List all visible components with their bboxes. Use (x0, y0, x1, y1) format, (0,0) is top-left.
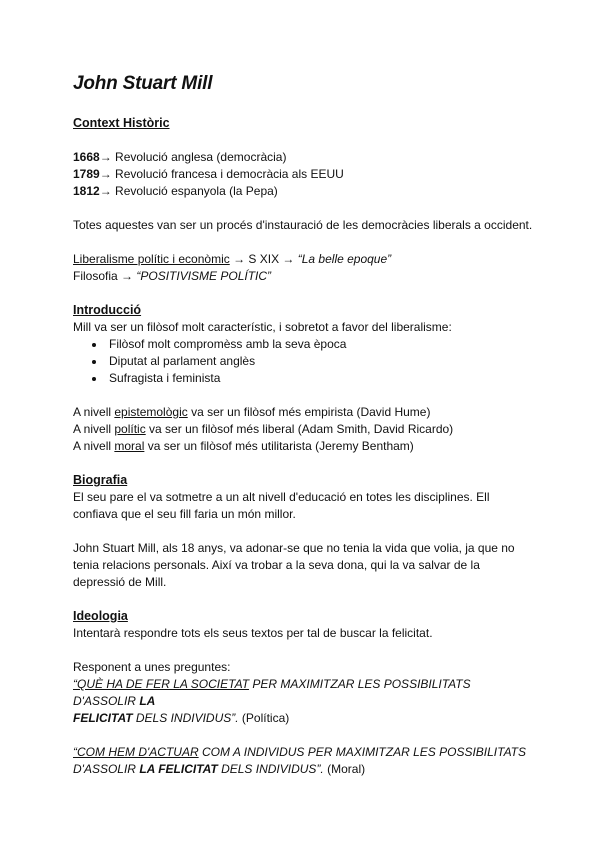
event-line: 1789→ Revolució francesa i democràcia als EEUU (73, 167, 344, 181)
section-heading-context: Context Històric (73, 116, 170, 130)
biography-line: depressió de Mill. (73, 575, 167, 589)
event-line: 1668→ Revolució anglesa (democràcia) (73, 150, 287, 164)
biography-line: tenia relacions personals. Així va trobar a la seva dona, qui la va salvar de la (73, 558, 480, 572)
biography-line: John Stuart Mill, als 18 anys, va adonar-se que no tenia la vida que volia, ja que no (73, 541, 515, 555)
section-heading-intro: Introducció (73, 303, 142, 317)
ideology-lead: Intentarà respondre tots els seus textos per tal de buscar la felicitat. (73, 626, 433, 640)
question-individual-cont: D'ASSOLIR LA FELICITAT DELS INDIVIDUS”. (Moral) (73, 762, 366, 776)
level-line: A nivell moral va ser un filòsof més utilitarista (Jeremy Bentham) (73, 439, 414, 453)
section-heading-ideology: Ideologia (73, 609, 128, 623)
page-title: John Stuart Mill (73, 73, 213, 94)
list-item: Filòsof molt compromèss amb la seva època (109, 336, 533, 353)
liberalism-label: Liberalisme polític i econòmic (73, 252, 230, 266)
list-item: Sufragista i feminista (109, 370, 533, 387)
liberalism-line: Liberalisme polític i econòmic → S XIX → “La belle epoque” (73, 252, 392, 266)
belle-epoque-quote: “La belle epoque” (297, 252, 392, 266)
event-line: 1812→ Revolució espanyola (la Pepa) (73, 184, 278, 198)
intro-bullet-list (73, 336, 533, 387)
question-society-cont: FELICITAT DELS INDIVIDUS”. (Política) (73, 711, 290, 725)
document-body (73, 72, 533, 778)
intro-lead: Mill va ser un filòsof molt característic, i sobretot a favor del liberalisme: (73, 320, 452, 334)
biography-line: El seu pare el va sotmetre a un alt nivell d'educació en totes les disciplines. Ell (73, 490, 490, 504)
question-society: “QUÈ HA DE FER LA SOCIETAT PER MAXIMITZAR LES POSSIBILITATS D'ASSOLIR LA (73, 677, 471, 708)
philosophy-line: Filosofia → “POSITIVISME POLÍTIC” (73, 269, 272, 283)
context-paragraph: Totes aquestes van ser un procés d'instauració de les democràcies liberals a occident. (73, 218, 533, 232)
positivism-quote: “POSITIVISME POLÍTIC” (136, 269, 272, 283)
level-line: A nivell epistemològic va ser un filòsof més empirista (David Hume) (73, 405, 431, 419)
level-line: A nivell polític va ser un filòsof més liberal (Adam Smith, David Ricardo) (73, 422, 454, 436)
list-item: Diputat al parlament anglès (109, 353, 533, 370)
questions-intro: Responent a unes preguntes: (73, 660, 231, 674)
question-individual: “COM HEM D'ACTUAR COM A INDIVIDUS PER MAXIMITZAR LES POSSIBILITATS (73, 745, 527, 759)
section-heading-biography: Biografia (73, 473, 128, 487)
biography-line: confiava que el seu fill faria un món millor. (73, 507, 296, 521)
